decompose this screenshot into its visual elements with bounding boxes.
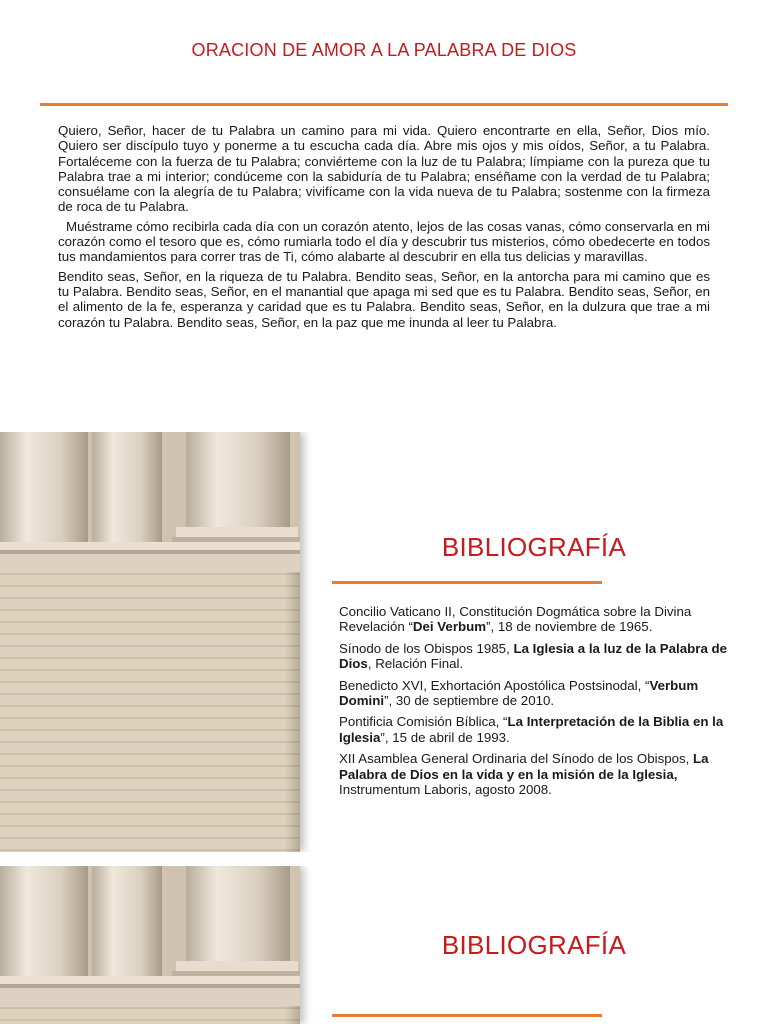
- prayer-paragraph: Muéstrame cómo recibirla cada día con un corazón atento, lejos de las cosas vanas, cómo conservarla en mi corazón como el tesoro que es, cómo rumiarla todo el día y descubrir tus misterios, cómo obedecerte en todos tus mandamientos para correr tras de Ti, cómo alabarte al descubrir en ella tus delicias y maravillas.: [58, 218, 710, 265]
- prayer-title: ORACION DE AMOR A LA PALABRA DE DIOS: [191, 40, 577, 60]
- marble-columns-image: [0, 432, 300, 852]
- bibliography-entry: XII Asamblea General Ordinaria del Sínodo de los Obispos, La Palabra de Dios en la vida y en la misión de la Iglesia, Instrumentum Laboris, agosto 2008.: [339, 751, 709, 798]
- title-divider: [40, 103, 728, 106]
- bibliography-slide: [0, 432, 768, 852]
- prayer-body: [58, 123, 710, 334]
- title-divider: [332, 581, 602, 584]
- bibliography-title: BIBLIOGRAFÍA: [441, 930, 627, 960]
- prayer-paragraph: Bendito seas, Señor, en la riqueza de tu Palabra. Bendito seas, Señor, en la antorcha para mi camino que es tu Palabra. Bendito seas, Señor, en el manantial que apaga mi sed que es tu Palabra. Bendito seas, Señor, en el alimento de la fe, esperanza y caridad que es tu Palabra. Bendito seas, Señor, en la dulzura que trae a mi corazón tu Palabra. Bendito seas, Señor, en la paz que me inunda al leer tu Palabra.: [58, 268, 710, 330]
- title-divider: [332, 1014, 602, 1017]
- bibliography-entry: Sínodo de los Obispos 1985, La Iglesia a la luz de la Palabra de Dios, Relación Final.: [339, 640, 728, 672]
- bibliography-entry: Benedicto XVI, Exhortación Apostólica Postsinodal, “Verbum Domini”, 30 de septiembre de 2010.: [339, 677, 699, 709]
- columns-illustration: [0, 432, 300, 572]
- prayer-paragraph: Quiero, Señor, hacer de tu Palabra un camino para mi vida. Quiero encontrarte en ella, Señor, Dios mío. Quiero ser discípulo tuyo y ponerme a tu escucha cada día. Abre mis ojos y mis oídos, Señor, a tu Palabra. Fortaléceme con la fuerza de tu Palabra; conviérteme con la luz de tu Palabra; límpiame con la pureza que tu Palabra trae a mi interior; condúceme con la sabiduría de tu Palabra; enséñame con la verdad de tu Palabra; consuélame con la alegría de tu Palabra; vivifícame con la vida nueva de tu Palabra; sostenme con la firmeza de roca de tu Palabra.: [58, 123, 710, 215]
- columns-illustration: [0, 866, 300, 1006]
- marble-columns-image: [0, 866, 300, 1024]
- bibliography-list: [339, 604, 731, 803]
- bibliography-entry: Pontificia Comisión Bíblica, “La Interpretación de la Biblia en la Iglesia”, 15 de abril de 1993.: [339, 714, 724, 745]
- prayer-slide: [0, 0, 768, 420]
- bibliography-title: BIBLIOGRAFÍA: [441, 532, 627, 562]
- bibliography-slide-repeat: [0, 866, 768, 1024]
- bibliography-entry: Concilio Vaticano II, Constitución Dogmática sobre la Divina Revelación “Dei Verbum”, 18 de noviembre de 1965.: [339, 604, 692, 635]
